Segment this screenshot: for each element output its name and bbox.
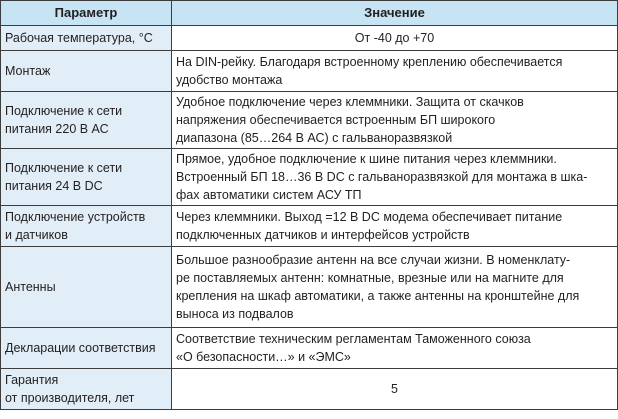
param-power-24v-dc: Подключение к сети питания 24 В DC: [1, 149, 172, 206]
value-declarations: Соответствие техническим регламентам Таможенного союза «О безопасности…» и «ЭМС»: [172, 328, 618, 369]
param-mounting: Монтаж: [1, 51, 172, 92]
table-row: [1, 369, 618, 410]
value-mounting: На DIN-рейку. Благодаря встроенному креплению обеспечивается удобство монтажа: [172, 51, 618, 92]
value-power-24v-dc: Прямое, удобное подключение к шине питания через клеммники. Встроенный БП 18…36 В DC с гальваноразвязкой для монтажа в шка- фах автоматики систем АСУ ТП: [172, 149, 618, 206]
param-operating-temperature: Рабочая температура, °С: [1, 26, 172, 51]
table-row: [1, 51, 618, 92]
table-row: [1, 328, 618, 369]
header-value: Значение: [172, 1, 618, 26]
param-power-220v-ac: Подключение к сети питания 220 В АС: [1, 92, 172, 149]
table-row: [1, 92, 618, 149]
table-row: [1, 206, 618, 247]
value-operating-temperature: От -40 до +70: [172, 26, 618, 51]
table-row: [1, 26, 618, 51]
header-parameter: Параметр: [1, 1, 172, 26]
value-warranty: 5: [172, 369, 618, 410]
table-row: [1, 149, 618, 206]
param-declarations: Декларации соответствия: [1, 328, 172, 369]
value-devices-sensors: Через клеммники. Выход =12 В DC модема обеспечивает питание подключенных датчиков и интерфейсов устройств: [172, 206, 618, 247]
value-power-220v-ac: Удобное подключение через клеммники. Защита от скачков напряжения обеспечивается встроенным БП широкого диапазона (85…264 В АС) с гальваноразвязкой: [172, 92, 618, 149]
param-antennas: Антенны: [1, 247, 172, 328]
param-devices-sensors: Подключение устройств и датчиков: [1, 206, 172, 247]
table-header-row: [1, 1, 618, 26]
param-warranty: Гарантия от производителя, лет: [1, 369, 172, 410]
table-row: [1, 247, 618, 328]
value-antennas: Большое разнообразие антенн на все случаи жизни. В номенклату- ре поставляемых антенн: комнатные, врезные или на магните для крепления на шкаф автоматики, а также антенны на кронштейне для выноса из подвалов: [172, 247, 618, 328]
